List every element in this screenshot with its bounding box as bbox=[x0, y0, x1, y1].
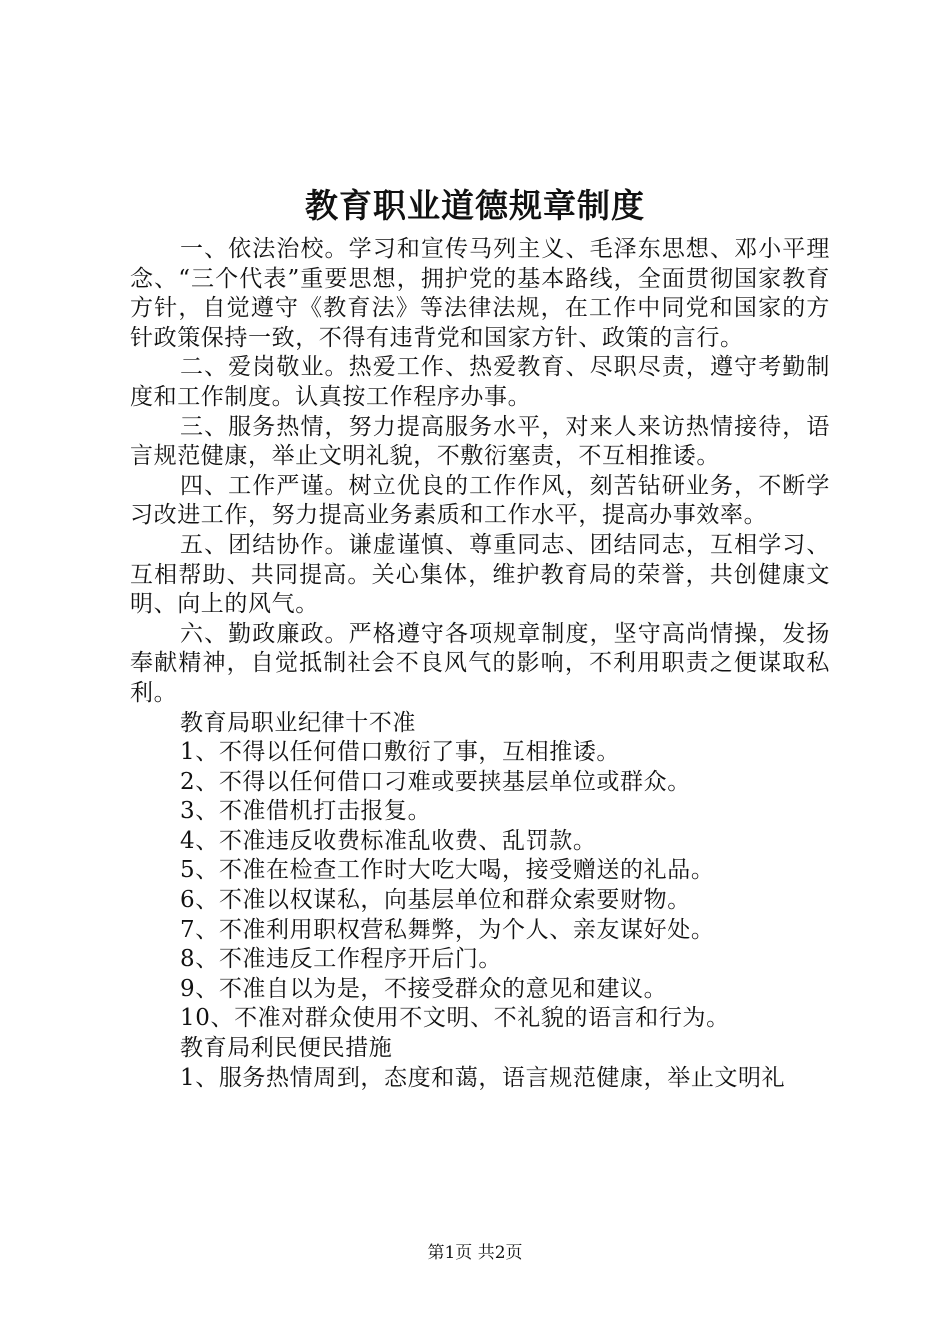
paragraph-rule-2: 二、爱岗敬业。热爱工作、热爱教育、尽职尽责，遵守考勤制度和工作制度。认真按工作程序办事。 bbox=[130, 354, 830, 410]
discipline-item: 10、不准对群众使用不文明、不礼貌的语言和行为。 bbox=[180, 1005, 730, 1032]
discipline-item: 5、不准在检查工作时大吃大喝，接受赠送的礼品。 bbox=[180, 857, 715, 884]
discipline-item: 8、不准违反工作程序开后门。 bbox=[180, 946, 503, 973]
document-title: 教育职业道德规章制度 bbox=[305, 186, 645, 225]
discipline-item: 1、不得以任何借口敷衍了事，互相推诿。 bbox=[180, 739, 621, 766]
discipline-item: 7、不准利用职权营私舞弊，为个人、亲友谋好处。 bbox=[180, 916, 715, 943]
paragraph-rule-5: 五、团结协作。谦虚谨慎、尊重同志、团结同志，互相学习、互相帮助、共同提高。关心集体，维护教育局的荣誉，共创健康文明、向上的风气。 bbox=[130, 531, 830, 618]
paragraph-rule-1: 一、依法治校。学习和宣传马列主义、毛泽东思想、邓小平理念、“三个代表”重要思想，拥护党的基本路线，全面贯彻国家教育方针，自觉遵守《教育法》等法律法规，在工作中同党和国家的方针政策保持一致，不得有违背党和国家方针、政策的言行。 bbox=[130, 236, 830, 351]
page-number-footer: 第1页 共2页 bbox=[427, 1243, 523, 1263]
paragraph-rule-3: 三、服务热情，努力提高服务水平，对来人来访热情接待，语言规范健康，举止文明礼貌，不敷衍塞责，不互相推诿。 bbox=[130, 413, 830, 470]
paragraph-rule-6: 六、勤政廉政。严格遵守各项规章制度，坚守高尚情操，发扬奉献精神，自觉抵制社会不良风气的影响，不利用职责之便谋取私利。 bbox=[130, 620, 830, 706]
measures-item: 1、服务热情周到，态度和蔼，语言规范健康，举止文明礼 bbox=[180, 1064, 786, 1091]
measures-heading: 教育局利民便民措施 bbox=[180, 1035, 393, 1062]
discipline-heading: 教育局职业纪律十不准 bbox=[180, 709, 416, 736]
discipline-item: 2、不得以任何借口刁难或要挟基层单位或群众。 bbox=[180, 768, 691, 795]
discipline-item: 4、不准违反收费标准乱收费、乱罚款。 bbox=[180, 827, 597, 854]
paragraph-rule-4: 四、工作严谨。树立优良的工作作风，刻苦钻研业务，不断学习改进工作，努力提高业务素质和工作水平，提高办事效率。 bbox=[130, 472, 830, 529]
discipline-item: 6、不准以权谋私，向基层单位和群众索要财物。 bbox=[180, 887, 691, 914]
discipline-item: 3、不准借机打击报复。 bbox=[180, 798, 432, 825]
document-body bbox=[130, 235, 830, 1093]
discipline-item: 9、不准自以为是，不接受群众的意见和建议。 bbox=[180, 975, 668, 1002]
